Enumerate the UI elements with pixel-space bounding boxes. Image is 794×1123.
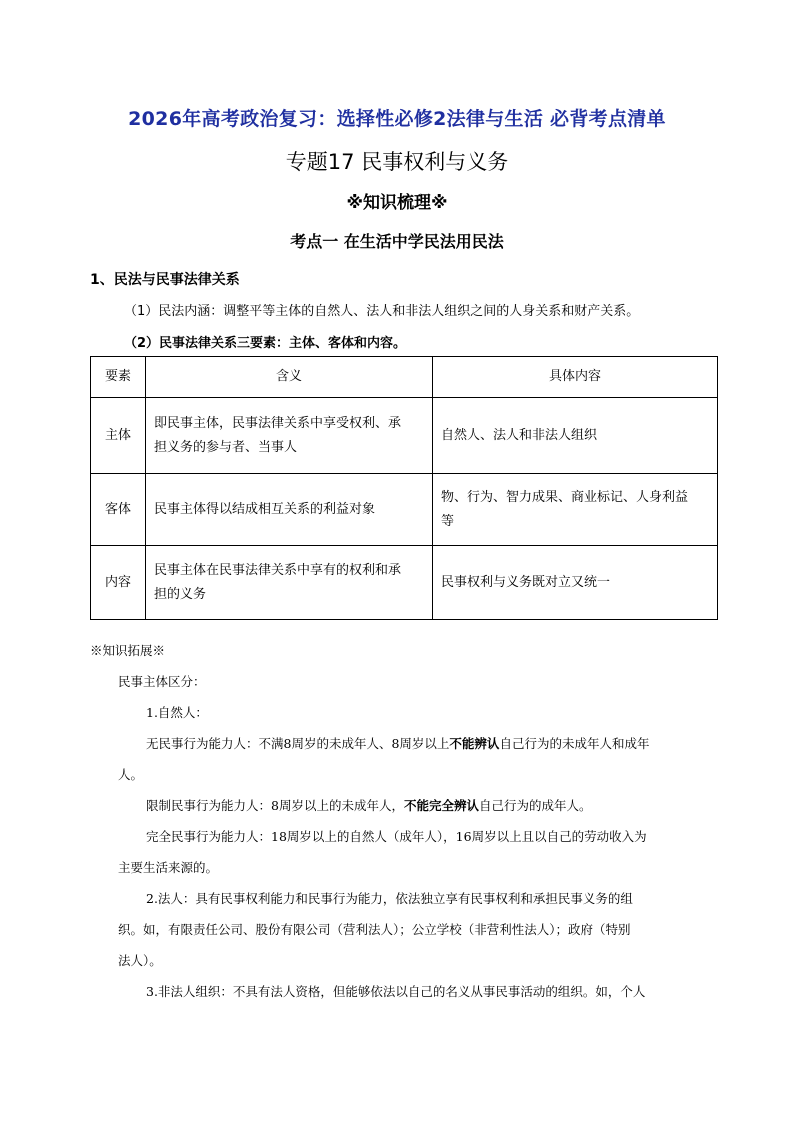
row-element: 内容 bbox=[91, 546, 146, 620]
legal-person-line-3: 法人）。 bbox=[118, 953, 162, 968]
document-main-title: 2026年高考政治复习：选择性必修2法律与生活 必背考点清单 bbox=[128, 108, 666, 130]
row-element: 客体 bbox=[91, 474, 146, 546]
limited-capacity-line: 限制民事行为能力人：8周岁以上的未成年人，不能完全辨认自己行为的成年人。 bbox=[146, 798, 592, 813]
section-title: ※知识梳理※ bbox=[346, 193, 448, 213]
header-meaning: 含义 bbox=[146, 357, 433, 398]
unincorporated-line: 3.非法人组织：不具有法人资格，但能够依法以自己的名义从事民事活动的组织。如，个人 bbox=[146, 984, 646, 999]
topic-title: 专题17 民事权利与义务 bbox=[285, 150, 509, 174]
civil-relation-table bbox=[90, 356, 718, 620]
row-meaning: 民事主体在民事法律关系中享有的权利和承 担的义务 bbox=[146, 546, 433, 620]
row-content: 民事权利与义务既对立又统一 bbox=[433, 546, 718, 620]
section-heading: 1、民法与民事法律关系 bbox=[90, 272, 240, 288]
extension-intro: 民事主体区分： bbox=[118, 674, 206, 689]
table-row bbox=[91, 398, 718, 474]
table-row bbox=[91, 474, 718, 546]
full-capacity-line-cont: 主要生活来源的。 bbox=[118, 860, 219, 875]
point-title: 考点一 在生活中学民法用民法 bbox=[290, 232, 504, 251]
row-element: 主体 bbox=[91, 398, 146, 474]
row-content: 物、行为、智力成果、商业标记、人身利益 等 bbox=[433, 474, 718, 546]
no-capacity-line-cont: 人。 bbox=[118, 767, 144, 782]
natural-person-heading: 1.自然人： bbox=[146, 705, 208, 720]
legal-person-line-2: 织。如，有限责任公司、股份有限公司（营利法人）；公立学校（非营利性法人）；政府（特别 bbox=[118, 922, 631, 937]
legal-person-line: 2.法人：具有民事权利能力和民事行为能力，依法独立享有民事权利和承担民事义务的组 bbox=[146, 891, 633, 906]
no-capacity-line: 无民事行为能力人：不满8周岁的未成年人、8周岁以上不能辨认自己行为的未成年人和成年 bbox=[146, 736, 650, 751]
legal-relation-elements: （2）民事法律关系三要素：主体、客体和内容。 bbox=[124, 336, 407, 351]
header-content: 具体内容 bbox=[433, 357, 718, 398]
header-element: 要素 bbox=[91, 357, 146, 398]
row-content: 自然人、法人和非法人组织 bbox=[433, 398, 718, 474]
table-header-row bbox=[91, 357, 718, 398]
row-meaning: 即民事主体，民事法律关系中享受权利、承 担义务的参与者、当事人 bbox=[146, 398, 433, 474]
row-meaning: 民事主体得以结成相互关系的利益对象 bbox=[146, 474, 433, 546]
extension-title: ※知识拓展※ bbox=[90, 643, 166, 658]
civil-law-definition: （1）民法内涵：调整平等主体的自然人、法人和非法人组织之间的人身关系和财产关系。 bbox=[124, 304, 640, 319]
table-row bbox=[91, 546, 718, 620]
full-capacity-line: 完全民事行为能力人：18周岁以上的自然人（成年人），16周岁以上且以自己的劳动收入为 bbox=[146, 829, 647, 844]
